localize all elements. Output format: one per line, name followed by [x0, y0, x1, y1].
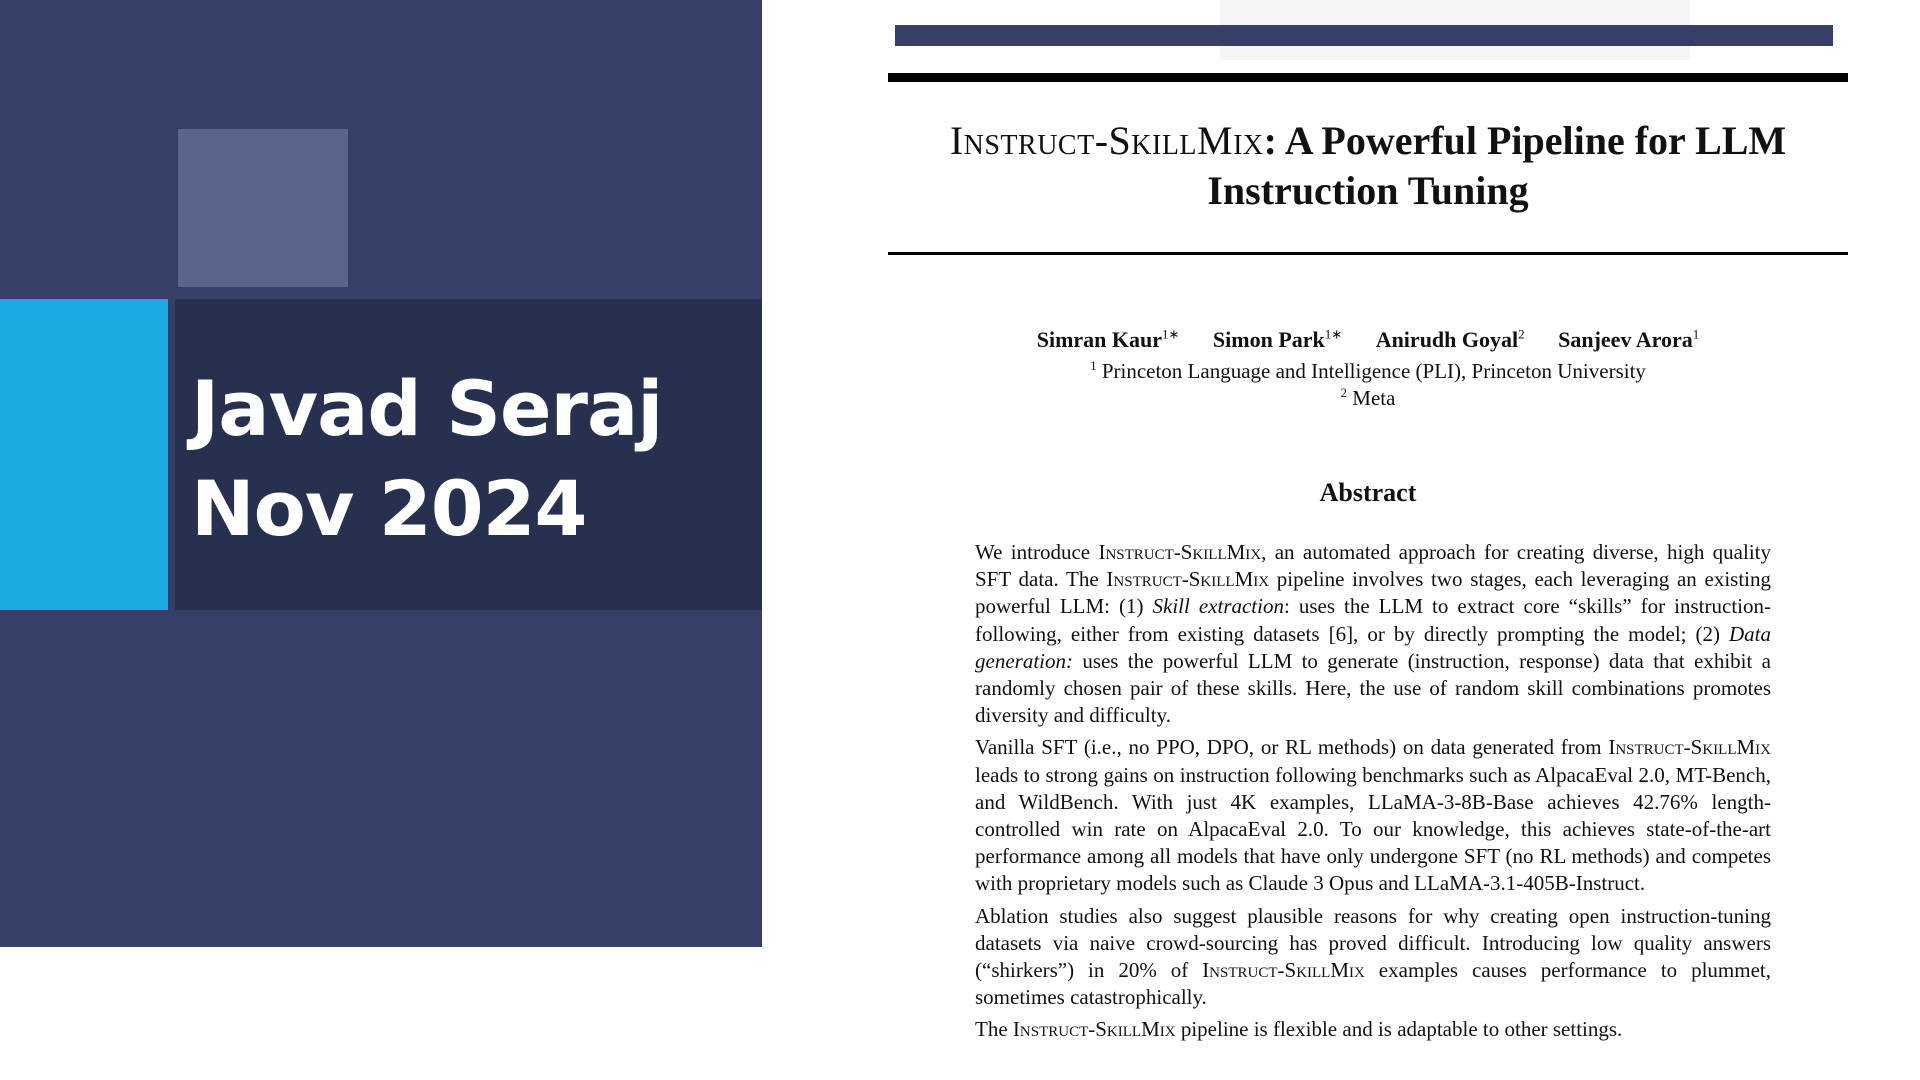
text-run: pipeline involves two stages, each leveraging an existing powerful LLM: (1): [975, 567, 1771, 619]
italic-term: Data generation:: [975, 621, 1771, 673]
text-run: : uses the LLM to extract core “skills” for instruction-following, either from existing datasets [6], or by directly prompting the model; (2): [975, 594, 1771, 646]
affiliation-text: Meta: [1347, 386, 1396, 410]
slide-title: [191, 359, 662, 559]
author-affiliation-mark: 1∗: [1162, 327, 1180, 342]
italic-term: Skill extraction: [1152, 594, 1284, 619]
header-bar: [895, 25, 1833, 46]
text-run: examples causes performance to plummet, sometimes catastrophically.: [975, 958, 1771, 1010]
title-rule-bottom: [888, 252, 1848, 255]
paper-title-system-name: Instruct-SkillMix: [949, 118, 1264, 163]
abstract-paragraph: [975, 903, 1771, 1012]
author-name: Anirudh Goyal: [1375, 327, 1519, 353]
text-run: uses the powerful LLM to generate (instruction, response) data that exhibit a randomly chosen pair of these skills. Here, the use of random skill combinations promotes diversity and difficulty.: [975, 648, 1771, 728]
system-name: Instruct-SkillMix: [1098, 540, 1262, 564]
accent-bar: [0, 299, 168, 610]
text-run: Vanilla SFT (i.e., no PPO, DPO, or RL methods) on data generated from: [975, 735, 1609, 760]
abstract-paragraph: [975, 539, 1771, 729]
text-run: leads to strong gains on instruction following benchmarks such as AlpacaEval 2.0, MT-Bench, and WildBench. With just 4K examples, LLaMA-3-8B-Base achieves 42.76% length-controlled win rate on AlpacaEval 2.0. To our knowledge, this achieves state-of-the-art performance among all models that have only undergone SFT (no RL methods) and competes with proprietary models such as Claude 3 Opus and LLaMA-3.1-405B-Instruct.: [975, 762, 1771, 896]
title-rule-top: [888, 73, 1848, 82]
decorative-square: [178, 129, 348, 287]
author: [1037, 327, 1180, 352]
system-name: Instruct-SkillMix: [1608, 735, 1771, 760]
author: [1558, 327, 1699, 352]
abstract-paragraph: [975, 734, 1771, 897]
abstract-paragraph: [975, 1016, 1771, 1043]
system-name: Instruct-SkillMix: [1202, 958, 1365, 983]
paper-title-line2: Instruction Tuning: [1207, 168, 1529, 213]
title-band: [175, 299, 762, 610]
text-run: Ablation studies also suggest plausible reasons for why creating open instruction-tuning datasets via naive crowd-sourcing has proved difficult. Introducing low quality answers (“shirkers”) in 20% of: [975, 903, 1771, 983]
presenter-name: Javad Seraj: [191, 364, 663, 453]
system-name: Instruct-SkillMix: [1012, 1017, 1176, 1042]
paper-title-line1-rest: : A Powerful Pipeline for LLM: [1263, 118, 1787, 163]
title-slide-panel: [0, 0, 762, 947]
affiliation: [888, 379, 1848, 412]
affiliation-mark: 2: [1340, 385, 1348, 400]
author-affiliation-mark: 1: [1692, 327, 1700, 342]
author: [1376, 327, 1525, 352]
author-name: Sanjeev Arora: [1558, 327, 1693, 353]
author: [1213, 327, 1342, 352]
affiliation-text: Princeton Language and Intelligence (PLI), Princeton University: [1096, 359, 1646, 383]
text-run: The: [975, 1017, 1013, 1042]
abstract-heading: Abstract: [1319, 478, 1417, 507]
text-run: We introduce: [975, 540, 1099, 564]
abstract-body: [975, 539, 1771, 1049]
author-name: Simran Kaur: [1036, 327, 1163, 353]
text-run: , an automated approach for creating diverse, high quality SFT data. The: [975, 540, 1772, 592]
paper-title: [888, 116, 1848, 216]
author-affiliation-mark: 2: [1518, 327, 1525, 342]
paper-page: [888, 0, 1848, 1080]
presentation-date: Nov 2024: [191, 464, 587, 553]
text-run: pipeline is flexible and is adaptable to other settings.: [1175, 1017, 1623, 1042]
author-list: [888, 320, 1848, 355]
system-name: Instruct-SkillMix: [1106, 567, 1270, 592]
author-affiliation-mark: 1∗: [1324, 327, 1343, 342]
author-name: Simon Park: [1212, 327, 1325, 353]
affiliation-mark: 1: [1090, 358, 1097, 373]
